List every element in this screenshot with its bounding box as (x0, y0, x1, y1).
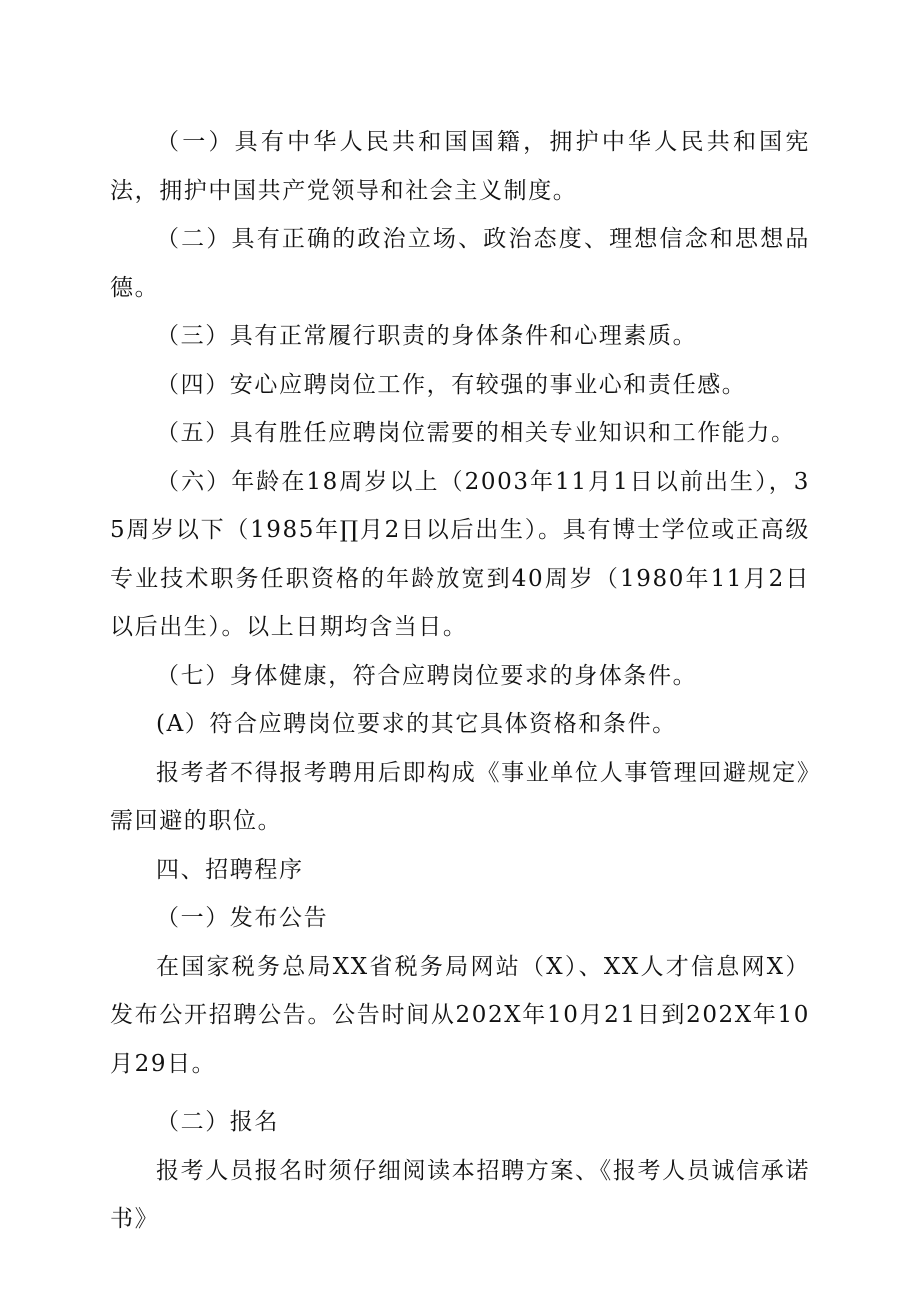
paragraph-condition-2: （二）具有正确的政治立场、政治态度、理想信念和思想品德。 (110, 226, 810, 301)
subheading-registration: （二）报名 (156, 1109, 279, 1135)
paragraph-condition-6: （六）年龄在18周岁以上（2003年11月1日以前出生），35周岁以下（1985年∏月2日以后出生）。具有博士学位或正高级专业技术职务任职资格的年龄放宽到40周岁（1980年11月2日以后出生）。以上日期均含当日。 (110, 468, 810, 640)
paragraph-condition-4: （四）安心应聘岗位工作，有较强的事业心和责任感。 (156, 371, 747, 398)
paragraph-condition-5: （五）具有胜任应聘岗位需要的相关专业知识和工作能力。 (156, 420, 796, 446)
subheading-publish-notice: （一）发布公告 (156, 905, 329, 931)
document-body (110, 118, 810, 1244)
paragraph-condition-1: （一）具有中华人民共和国国籍，拥护中华人民共和国宪法，拥护中国共产党领导和社会主义制度。 (110, 129, 810, 204)
paragraph-condition-3: （三）具有正常履行职责的身体条件和心理素质。 (156, 323, 698, 349)
paragraph-notice-details: 在国家税务总局XX省税务局网站（X）、XX人才信息网X）发布公开招聘公告。公告时间从202X年10月21日到202X年10月29日。 (110, 953, 810, 1077)
paragraph-avoidance-rule: 报考者不得报考聘用后即构成《事业单位人事管理回避规定》需回避的职位。 (110, 759, 810, 834)
paragraph-condition-8: (A）符合应聘岗位要求的其它具体资格和条件。 (156, 711, 677, 737)
paragraph-registration-details: 报考人员报名时须仔细阅读本招聘方案、《报考人员诚信承诺书》 (110, 1157, 810, 1232)
section-heading-procedure: 四、招聘程序 (156, 856, 304, 883)
paragraph-condition-7: （七）身体健康，符合应聘岗位要求的身体条件。 (156, 662, 698, 689)
